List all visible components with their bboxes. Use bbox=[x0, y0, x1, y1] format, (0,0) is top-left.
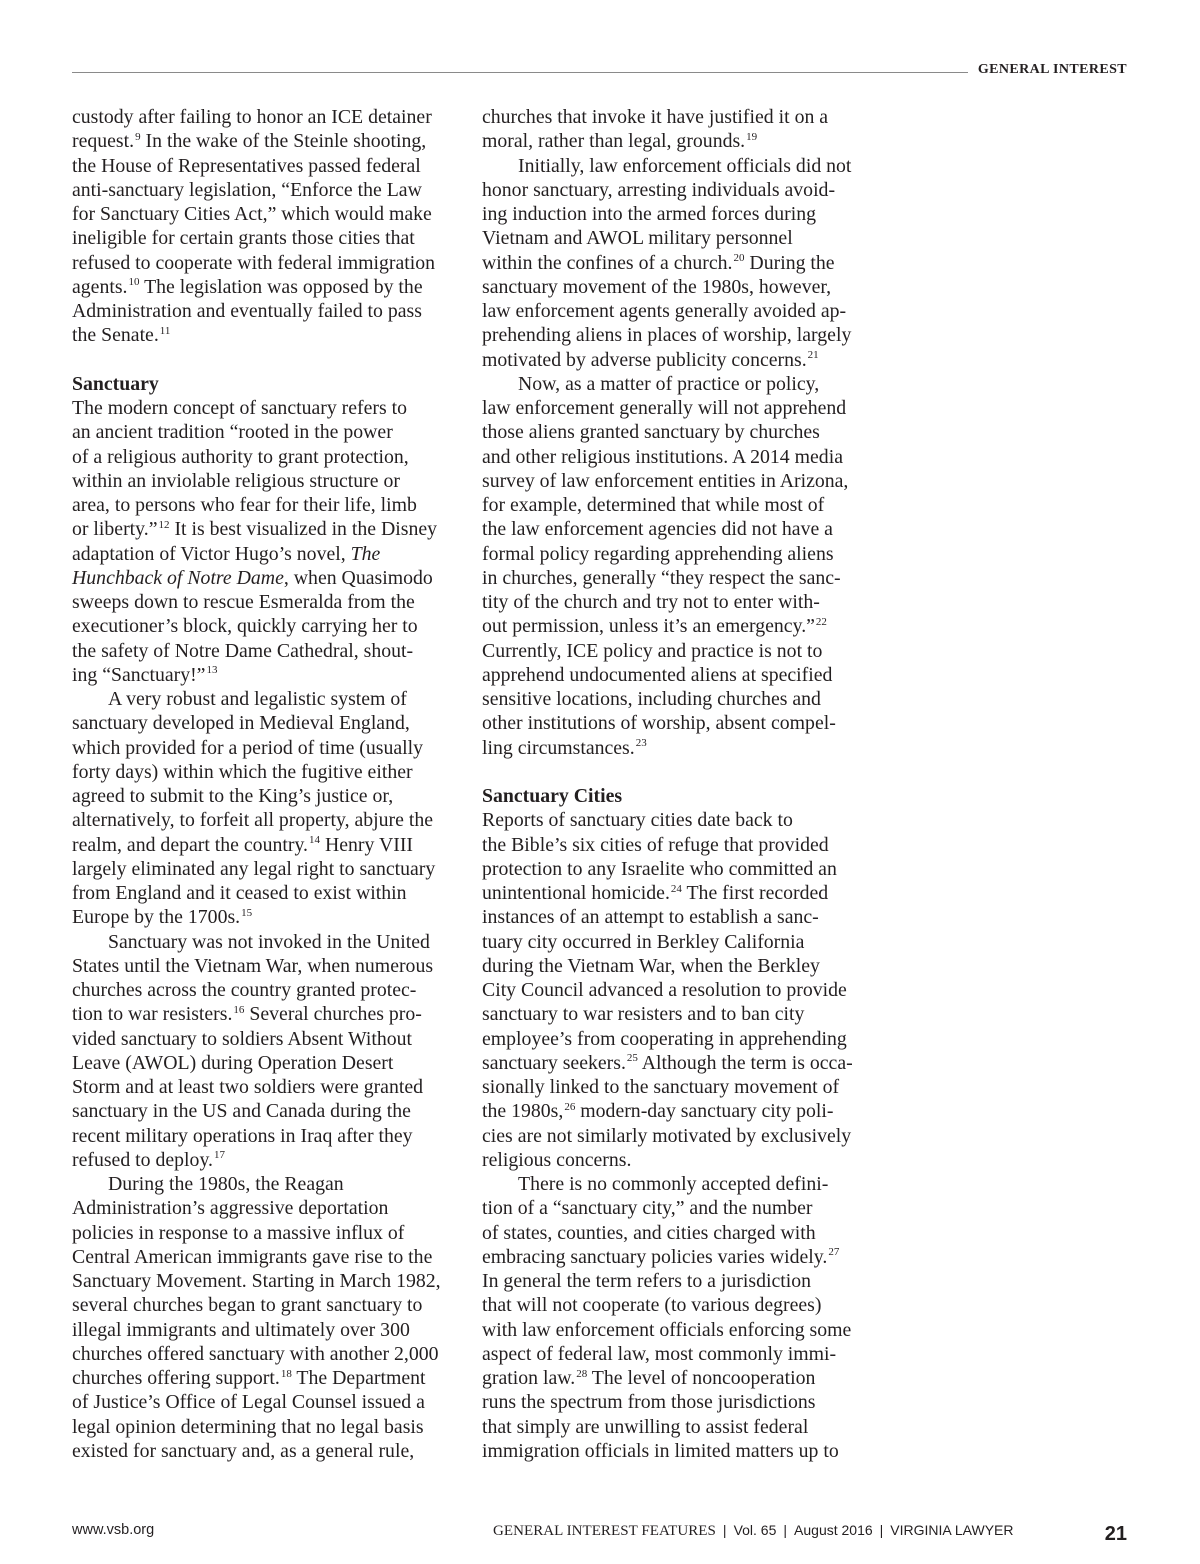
text-line: apprehend undocumented aliens at specified bbox=[482, 663, 833, 686]
text-line: churches offering support.$^{18}$ The Department bbox=[72, 1367, 426, 1389]
text-line: the Bible’s six cities of refuge that provided bbox=[482, 833, 829, 856]
text-line: with law enforcement officials enforcing some bbox=[482, 1318, 852, 1341]
text-line: Europe by the 1700s.$^{15}$ bbox=[72, 906, 253, 929]
text-line: sionally linked to the sanctuary movement of bbox=[482, 1076, 840, 1098]
text-line: unintentional homicide.$^{24}$ The first recorded bbox=[482, 882, 829, 904]
footnote-ref: 20 bbox=[733, 252, 745, 264]
footnote-ref: 9 bbox=[135, 130, 141, 143]
footer-separator: | bbox=[783, 1522, 788, 1538]
text-line: Hunchback of Notre Dame, when Quasimodo bbox=[72, 566, 433, 589]
footnote-ref: 22 bbox=[815, 615, 827, 628]
text-line: Storm and at least two soldiers were granted bbox=[72, 1076, 424, 1098]
text-line: tion of a “sanctuary city,” and the number bbox=[482, 1197, 813, 1220]
paragraph bbox=[72, 930, 452, 1173]
footnote-ref: 28 bbox=[576, 1367, 588, 1380]
italic-title: Hunchback of Notre Dame bbox=[72, 566, 284, 589]
text-line: motivated by adverse publicity concerns.$^{21}$ bbox=[482, 348, 819, 371]
text-line: those aliens granted sanctuary by churches bbox=[482, 421, 820, 444]
footnote-ref: 10 bbox=[128, 276, 140, 289]
footer-publication: VIRGINIA LAWYER bbox=[890, 1522, 1014, 1538]
text-line: of Justice’s Office of Legal Counsel issued a bbox=[72, 1391, 425, 1414]
text-line: sanctuary seekers.$^{25}$ Although the term is occa- bbox=[482, 1051, 853, 1074]
page-number: 21 bbox=[1104, 1523, 1127, 1545]
text-line: within the confines of a church.$^{20}$ During the bbox=[482, 251, 835, 274]
text-line: of a religious authority to grant protection, bbox=[72, 445, 409, 468]
text-line: during the Vietnam War, when the Berkley bbox=[482, 954, 820, 977]
paragraph bbox=[72, 396, 452, 687]
paragraph bbox=[482, 105, 862, 154]
text-line: There is no commonly accepted defini- bbox=[518, 1173, 829, 1195]
right-column bbox=[482, 105, 862, 1463]
footnote-ref: 13 bbox=[206, 664, 218, 677]
text-line: ing induction into the armed forces during bbox=[482, 203, 817, 225]
text-line: embracing sanctuary policies varies widely.$^{27}$ bbox=[482, 1245, 840, 1268]
text-line: aspect of federal law, most commonly immi- bbox=[482, 1342, 837, 1365]
text-line: request.$^9$ In the wake of the Steinle shooting, bbox=[72, 130, 427, 153]
text-line: for example, determined that while most of bbox=[482, 494, 825, 516]
text-line: instances of an attempt to establish a sanc- bbox=[482, 906, 819, 929]
text-line: agreed to submit to the King’s justice or, bbox=[72, 785, 394, 807]
footnote-ref: 15 bbox=[241, 906, 253, 919]
text-line: Central American immigrants gave rise to the bbox=[72, 1245, 433, 1268]
text-line: refused to deploy.$^{17}$ bbox=[72, 1148, 225, 1171]
text-line: City Council advanced a resolution to provide bbox=[482, 979, 847, 1001]
footnote-ref: 14 bbox=[309, 834, 320, 846]
footer-date: August 2016 bbox=[794, 1522, 873, 1538]
text-line: The modern concept of sanctuary refers to bbox=[72, 397, 408, 419]
text-line: within an inviolable religious structure or bbox=[72, 469, 400, 492]
text-line: Vietnam and AWOL military personnel bbox=[482, 227, 793, 250]
footnote-ref: 26 bbox=[564, 1100, 576, 1113]
text-line: that will not cooperate (to various degrees) bbox=[482, 1294, 822, 1317]
paragraph bbox=[72, 1172, 452, 1463]
text-line: tity of the church and try not to enter with- bbox=[482, 591, 820, 613]
text-line: moral, rather than legal, grounds.$^{19}$ bbox=[482, 130, 758, 153]
footnote-ref: 23 bbox=[635, 737, 647, 749]
text-line: religious concerns. bbox=[482, 1148, 632, 1171]
text-line: honor sanctuary, arresting individuals avoid- bbox=[482, 178, 836, 201]
text-line: tuary city occurred in Berkley California bbox=[482, 930, 805, 953]
text-line: Administration’s aggressive deportation bbox=[72, 1197, 389, 1220]
text-line: runs the spectrum from those jurisdictions bbox=[482, 1391, 816, 1414]
footer-section-title: GENERAL INTEREST FEATURES bbox=[493, 1523, 716, 1539]
footnote-ref: 27 bbox=[828, 1246, 840, 1259]
text-line: vided sanctuary to soldiers Absent Without bbox=[72, 1027, 413, 1050]
text-line: Initially, law enforcement officials did not bbox=[518, 154, 852, 177]
footnote-ref: 19 bbox=[746, 130, 758, 143]
text-line: sanctuary in the US and Canada during the bbox=[72, 1100, 411, 1123]
text-line: sanctuary movement of the 1980s, however, bbox=[482, 275, 832, 298]
text-line: protection to any Israelite who committed an bbox=[482, 857, 837, 880]
text-line: several churches began to grant sanctuary to bbox=[72, 1294, 423, 1317]
text-line: anti-sanctuary legislation, “Enforce the Law bbox=[72, 178, 422, 201]
text-line: law enforcement agents generally avoided ap- bbox=[482, 300, 847, 322]
footnote-ref: 12 bbox=[158, 518, 170, 531]
text-line: prehending aliens in places of worship, largely bbox=[482, 324, 852, 347]
text-line: other institutions of worship, absent compel- bbox=[482, 712, 836, 735]
text-line: executioner’s block, quickly carrying her to bbox=[72, 615, 418, 638]
footer-separator: | bbox=[722, 1522, 727, 1538]
text-line: Now, as a matter of practice or policy, bbox=[518, 372, 820, 395]
paragraph bbox=[72, 105, 452, 348]
text-line: employee’s from cooperating in apprehending bbox=[482, 1027, 847, 1050]
text-line: States until the Vietnam War, when numerous bbox=[72, 954, 434, 977]
footnote-ref: 11 bbox=[159, 324, 171, 337]
text-line: tion to war resisters.$^{16}$ Several churches pro- bbox=[72, 1003, 422, 1026]
text-line: agents.$^{10}$ The legislation was opposed by the bbox=[72, 275, 423, 298]
text-line: area, to persons who fear for their life, limb bbox=[72, 494, 417, 516]
paragraph bbox=[72, 687, 452, 930]
footer-volume: Vol. 65 bbox=[733, 1522, 777, 1538]
text-line: the House of Representatives passed federal bbox=[72, 154, 421, 177]
footnote-ref: 21 bbox=[807, 349, 819, 361]
running-header-section: GENERAL INTEREST bbox=[977, 62, 1127, 77]
text-line: an ancient tradition “rooted in the power bbox=[72, 421, 393, 444]
footnote-ref: 18 bbox=[280, 1367, 292, 1380]
text-line: law enforcement generally will not apprehend bbox=[482, 397, 847, 419]
text-line: or liberty.”$^{12}$ It is best visualized in the Disney bbox=[72, 518, 438, 541]
footnote-ref: 24 bbox=[670, 882, 682, 895]
footnote-ref: 17 bbox=[214, 1149, 225, 1162]
paragraph bbox=[482, 372, 862, 760]
section-heading: Sanctuary Cities bbox=[482, 785, 623, 807]
left-column bbox=[72, 105, 452, 1463]
text-line: for Sanctuary Cities Act,” which would make bbox=[72, 203, 432, 225]
italic-title: The bbox=[350, 542, 381, 565]
text-line: sanctuary developed in Medieval England, bbox=[72, 712, 410, 735]
text-line: refused to cooperate with federal immigration bbox=[72, 251, 436, 274]
text-line: the safety of Notre Dame Cathedral, shout- bbox=[72, 639, 414, 662]
text-line: immigration officials in limited matters up to bbox=[482, 1439, 839, 1462]
text-line: the Senate.$^{11}$ bbox=[72, 324, 171, 347]
text-line: and other religious institutions. A 2014 media bbox=[482, 445, 843, 468]
text-line: from England and it ceased to exist within bbox=[72, 882, 407, 904]
text-line: formal policy regarding apprehending aliens bbox=[482, 542, 834, 565]
text-line: existed for sanctuary and, as a general rule, bbox=[72, 1439, 415, 1462]
text-line: illegal immigrants and ultimately over 300 bbox=[72, 1318, 410, 1341]
text-line: largely eliminated any legal right to sanctuary bbox=[72, 857, 436, 880]
text-line: realm, and depart the country.$^{14}$ Henry VIII bbox=[72, 833, 414, 856]
text-line: adaptation of Victor Hugo’s novel, The bbox=[72, 542, 381, 565]
text-line: alternatively, to forfeit all property, abjure the bbox=[72, 809, 434, 832]
text-line: churches offered sanctuary with another 2,000 bbox=[72, 1342, 439, 1365]
text-line: the 1980s,$^{26}$ modern-day sanctuary city poli- bbox=[482, 1100, 834, 1123]
text-line: Leave (AWOL) during Operation Desert bbox=[72, 1051, 394, 1074]
publication-info bbox=[493, 1520, 1013, 1541]
text-line: churches that invoke it have justified it on a bbox=[482, 106, 829, 128]
text-line: Sanctuary was not invoked in the United bbox=[108, 930, 430, 953]
text-line: churches across the country granted protec- bbox=[72, 979, 417, 1001]
paragraph bbox=[482, 154, 862, 372]
text-line: the law enforcement agencies did not have a bbox=[482, 518, 833, 541]
text-line: A very robust and legalistic system of bbox=[108, 688, 407, 710]
text-line: sanctuary to war resisters and to ban city bbox=[482, 1003, 805, 1026]
text-line: cies are not similarly motivated by exclusively bbox=[482, 1124, 852, 1147]
text-line: sensitive locations, including churches and bbox=[482, 688, 821, 710]
text-line: Currently, ICE policy and practice is not to bbox=[482, 639, 823, 662]
text-line: forty days) within which the fugitive either bbox=[72, 760, 413, 783]
section-heading: Sanctuary bbox=[72, 372, 159, 395]
text-line: Sanctuary Movement. Starting in March 1982, bbox=[72, 1270, 441, 1292]
text-line: legal opinion determining that no legal basis bbox=[72, 1415, 424, 1438]
text-line: which provided for a period of time (usually bbox=[72, 736, 424, 759]
text-line: of states, counties, and cities charged with bbox=[482, 1221, 816, 1244]
text-line: recent military operations in Iraq after they bbox=[72, 1124, 413, 1147]
paragraph bbox=[482, 808, 862, 1172]
text-line: sweeps down to rescue Esmeralda from the bbox=[72, 591, 415, 613]
text-line: survey of law enforcement entities in Arizona, bbox=[482, 469, 849, 492]
text-line: Reports of sanctuary cities date back to bbox=[482, 809, 793, 832]
footnote-ref: 25 bbox=[626, 1052, 638, 1065]
text-line: out permission, unless it’s an emergency.”$^{22}$ bbox=[482, 615, 827, 638]
text-line: In general the term refers to a jurisdiction bbox=[482, 1270, 812, 1292]
text-line: in churches, generally “they respect the sanc- bbox=[482, 566, 841, 589]
text-line: ineligible for certain grants those cities that bbox=[72, 227, 415, 250]
text-line: During the 1980s, the Reagan bbox=[108, 1173, 344, 1195]
text-line: that simply are unwilling to assist federal bbox=[482, 1415, 809, 1438]
text-line: Administration and eventually failed to pass bbox=[72, 300, 422, 322]
text-line: gration law.$^{28}$ The level of noncooperation bbox=[482, 1367, 816, 1389]
text-line: policies in response to a massive influx of bbox=[72, 1221, 405, 1244]
footnote-ref: 16 bbox=[233, 1003, 245, 1016]
footer-separator: | bbox=[879, 1522, 884, 1538]
header-rule bbox=[72, 72, 968, 73]
text-line: ling circumstances.$^{23}$ bbox=[482, 736, 647, 759]
website-url: www.vsb.org bbox=[72, 1522, 155, 1538]
paragraph bbox=[482, 1172, 862, 1463]
text-line: ing “Sanctuary!”$^{13}$ bbox=[72, 663, 218, 686]
text-line: custody after failing to honor an ICE detainer bbox=[72, 106, 432, 128]
